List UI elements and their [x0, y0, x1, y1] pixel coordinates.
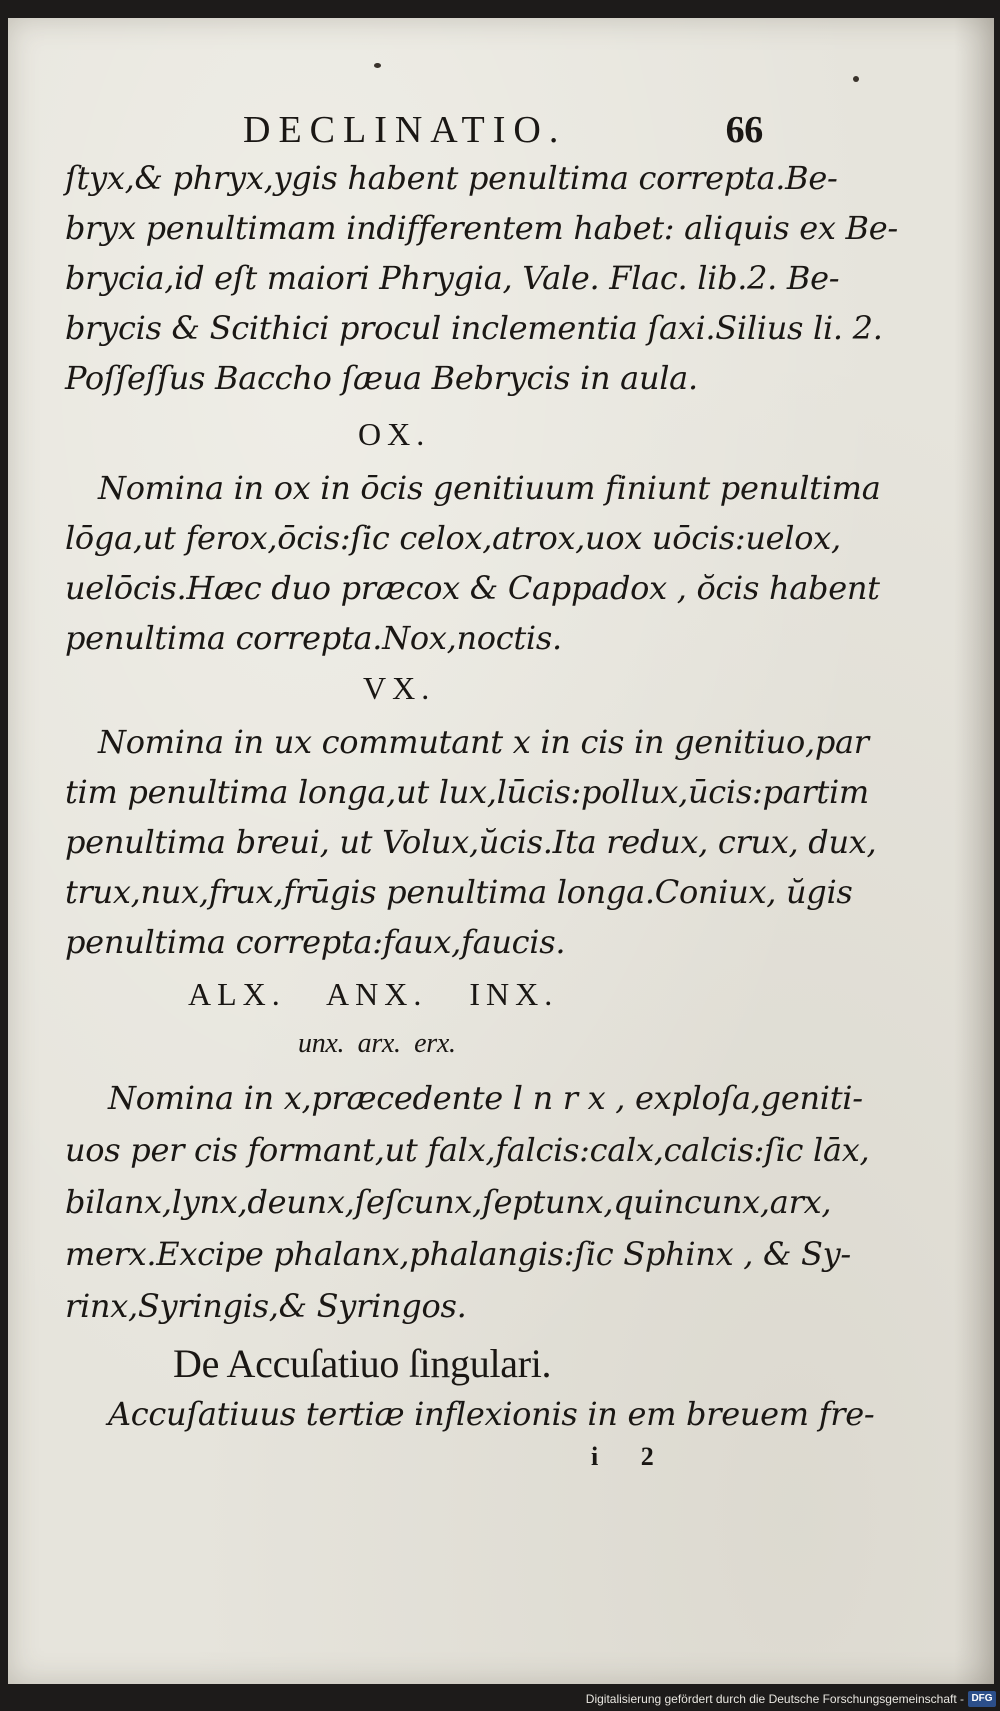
folio-number: 66 — [725, 109, 763, 151]
text-line: penultima correpta:faux,faucis. — [65, 923, 566, 961]
section-heading: De Accuſatiuo ſingulari. — [173, 1341, 552, 1386]
subheading-ux: VX. — [363, 670, 436, 706]
text-line: tim penultima longa,ut lux,lūcis:pollux,ūcis:partim — [65, 773, 869, 811]
dfg-logo-icon: DFG — [968, 1691, 996, 1707]
print-speck — [853, 76, 859, 82]
text-line: lōga,ut ferox,ōcis:ſic celox,atrox,uox uōcis:uelox, — [65, 519, 841, 557]
text-line: Nomina in ux commutant x in cis in genitiuo,par — [98, 723, 869, 761]
text-line: rinx,Syringis,& Syringos. — [65, 1287, 467, 1325]
text-line: penultima breui, ut Volux,ŭcis.Ita redux, crux, dux, — [65, 823, 877, 861]
text-line: uos per cis formant,ut falx,falcis:calx,calcis:ſic lāx, — [65, 1131, 870, 1169]
print-speck — [374, 63, 381, 68]
text-line: penultima correpta.Nox,noctis. — [65, 619, 562, 657]
text-line: merx.Excipe phalanx,phalangis:ſic Sphinx , & Sy- — [65, 1235, 851, 1273]
subheading-alx-anx-inx: ALX. ANX. INX. — [188, 976, 559, 1012]
text-line: uelōcis.Hæc duo præcox & Cappadox , ŏcis habent — [65, 569, 880, 607]
text-line: trux,nux,frux,frūgis penultima longa.Coniux, ŭgis — [65, 873, 853, 911]
text-line: brycia,id eſt maiori Phrygia, Vale. Flac. lib.2. Be- — [65, 259, 840, 297]
book-page — [8, 18, 994, 1684]
text-line: Accuſatiuus tertiæ inflexionis in em breuem fre- — [108, 1395, 875, 1433]
running-header — [243, 108, 763, 158]
text-line: bryx penultimam indifferentem habet: aliquis ex Be- — [65, 209, 898, 247]
running-title: DECLINATIO. — [243, 109, 567, 151]
page-gutter-shadow — [954, 18, 994, 1684]
signature-mark: i 2 — [591, 1442, 672, 1471]
text-line: Nomina in x,præcedente l n r x , exploſa,geniti- — [108, 1079, 863, 1117]
text-line: brycis & Scithici procul inclementia ſaxi.Silius li. 2. — [65, 309, 883, 347]
text-line: bilanx,lynx,deunx,ſeſcunx,ſeptunx,quincunx,arx, — [65, 1183, 832, 1221]
footer-credit-text: Digitalisierung gefördert durch die Deutsche Forschungsgemeinschaft - — [585, 1692, 964, 1706]
subheading-ox: OX. — [358, 416, 431, 452]
text-line: Poſſeſſus Baccho ſæua Bebrycis in aula. — [65, 359, 698, 397]
text-line: Nomina in ox in ōcis genitiuum finiunt penultima — [98, 469, 881, 507]
subheading-unx-arx-erx: unx. arx. erx. — [298, 1028, 456, 1059]
text-line: ſtyx,& phryx,ygis habent penultima correpta.Be- — [65, 159, 838, 197]
digitization-footer — [0, 1690, 1000, 1711]
